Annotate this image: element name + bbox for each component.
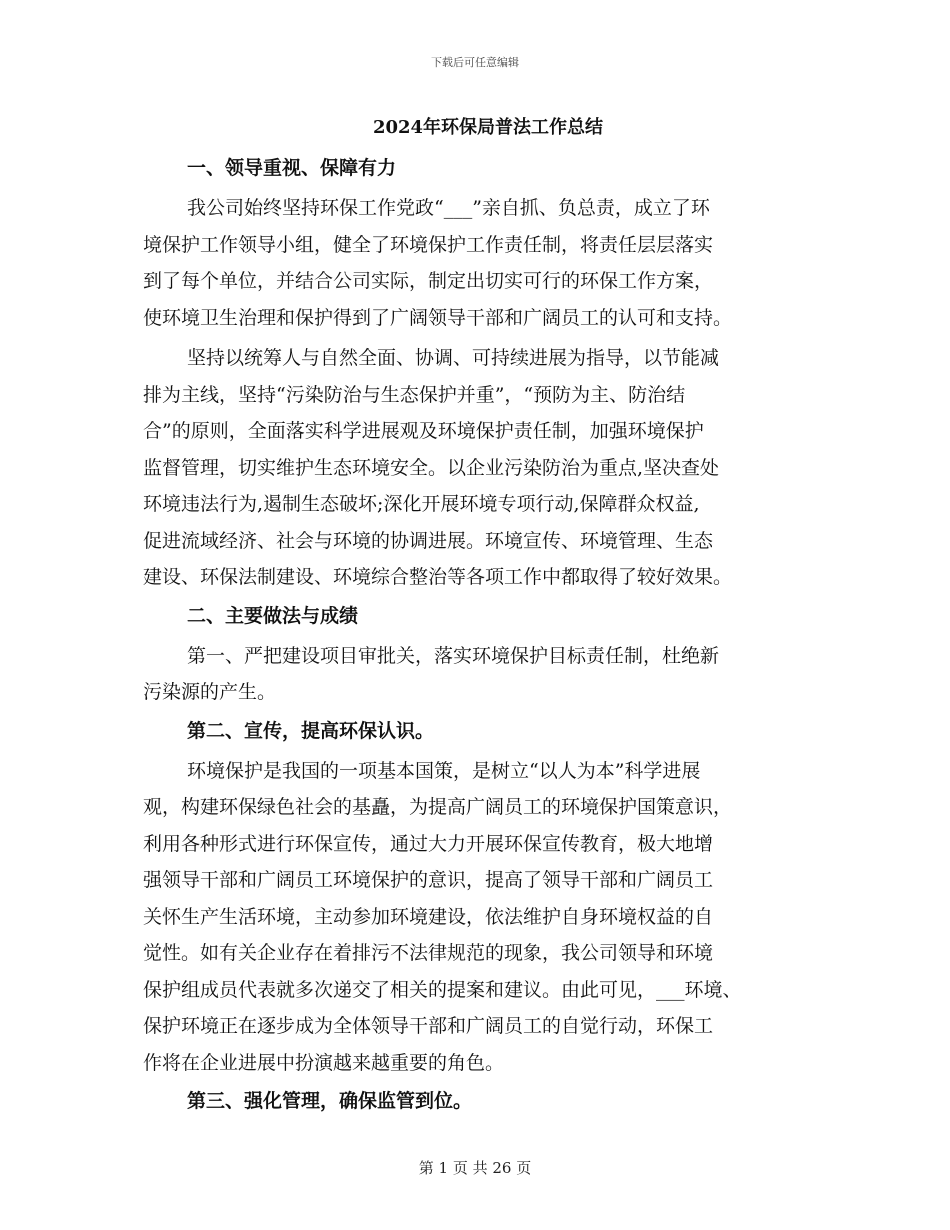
paragraph-line: 促进流域经济、社会与环境的协调进展。环境宣传、环境管理、生态: [143, 529, 714, 552]
paragraph-line: 境保护工作领导小组，健全了环境保护工作责任制，将责任层层落实: [143, 233, 714, 256]
paragraph-line: 第一、严把建设项目审批关，落实环境保护目标责任制，杜绝新: [187, 644, 720, 667]
paragraph-line: 作将在企业进展中扮演越来越重要的角色。: [143, 1051, 505, 1074]
paragraph: [143, 340, 823, 596]
paragraph-line: 利用各种形式进行环保宣传，通过大力开展环保宣传教育，极大地增: [143, 832, 714, 855]
paragraph: [143, 753, 823, 1082]
paragraph-line: 合”的原则，全面落实科学进展观及环境保护责任制，加强环境保护: [143, 420, 704, 442]
paragraph-line: 我公司始终坚持环保工作党政“___”亲自抓、负总责，成立了环: [187, 197, 710, 219]
paragraph-line: 监督管理，切实维护生态环境安全。以企业污染防治为重点,坚决查处: [143, 456, 720, 479]
paragraph-line: 保护环境正在逐步成为全体领导干部和广阔员工的自觉行动，环保工: [143, 1015, 714, 1037]
document-body: [143, 116, 823, 1123]
paragraph-line: 觉性。如有关企业存在着排污不法律规范的现象，我公司领导和环境: [143, 942, 714, 964]
paragraph-line: 关怀生产生活环境，主动参加环境建设，依法维护自身环境权益的自: [143, 905, 714, 928]
section-heading: 第二、宣传，提高环保认识。: [187, 719, 435, 742]
paragraph-line: 使环境卫生治理和保护得到了广阔领导干部和广阔员工的认可和支持。: [143, 306, 733, 329]
paragraph: [143, 190, 823, 336]
paragraph-line: 环境保护是我国的一项基本国策，是树立“以人为本”科学进展: [187, 759, 701, 782]
page-header: 下载后可任意编辑: [431, 56, 519, 69]
paragraph-line: 建设、环保法制建设、环境综合整治等各项工作中都取得了较好效果。: [143, 566, 733, 588]
paragraph-line: 排为主线，坚持“污染防治与生态保护并重”，“预防为主、防治结: [143, 383, 686, 406]
paragraph: [143, 638, 823, 711]
document-sections: [143, 152, 823, 1117]
section-heading: 一、领导重视、保障有力: [187, 157, 397, 179]
page-footer: 第 1 页 共 26 页: [418, 1159, 532, 1177]
section-heading: 二、主要做法与成绩: [187, 604, 359, 627]
paragraph-line: 坚持以统筹人与自然全面、协调、可持续进展为指导，以节能减: [187, 347, 720, 369]
paragraph-line: 污染源的产生。: [143, 681, 277, 703]
document-title: 2024年环保局普法工作总结: [372, 117, 604, 138]
section-heading: 第三、强化管理，确保监管到位。: [187, 1090, 473, 1112]
paragraph-line: 保护组成员代表就多次递交了相关的提案和建议。由此可见，___环境、: [143, 978, 742, 1001]
paragraph-line: 强领导干部和广阔员工环境保护的意识，提高了领导干部和广阔员工: [143, 869, 714, 891]
paragraph-line: 到了每个单位，并结合公司实际，制定出切实可行的环保工作方案，: [143, 270, 714, 292]
paragraph-line: 环境违法行为,遏制生态破坏;深化开展环境专项行动,保障群众权益,: [143, 493, 700, 515]
paragraph-line: 观，构建环保绿色社会的基矗，为提高广阔员工的环境保护国策意识，: [143, 796, 733, 818]
